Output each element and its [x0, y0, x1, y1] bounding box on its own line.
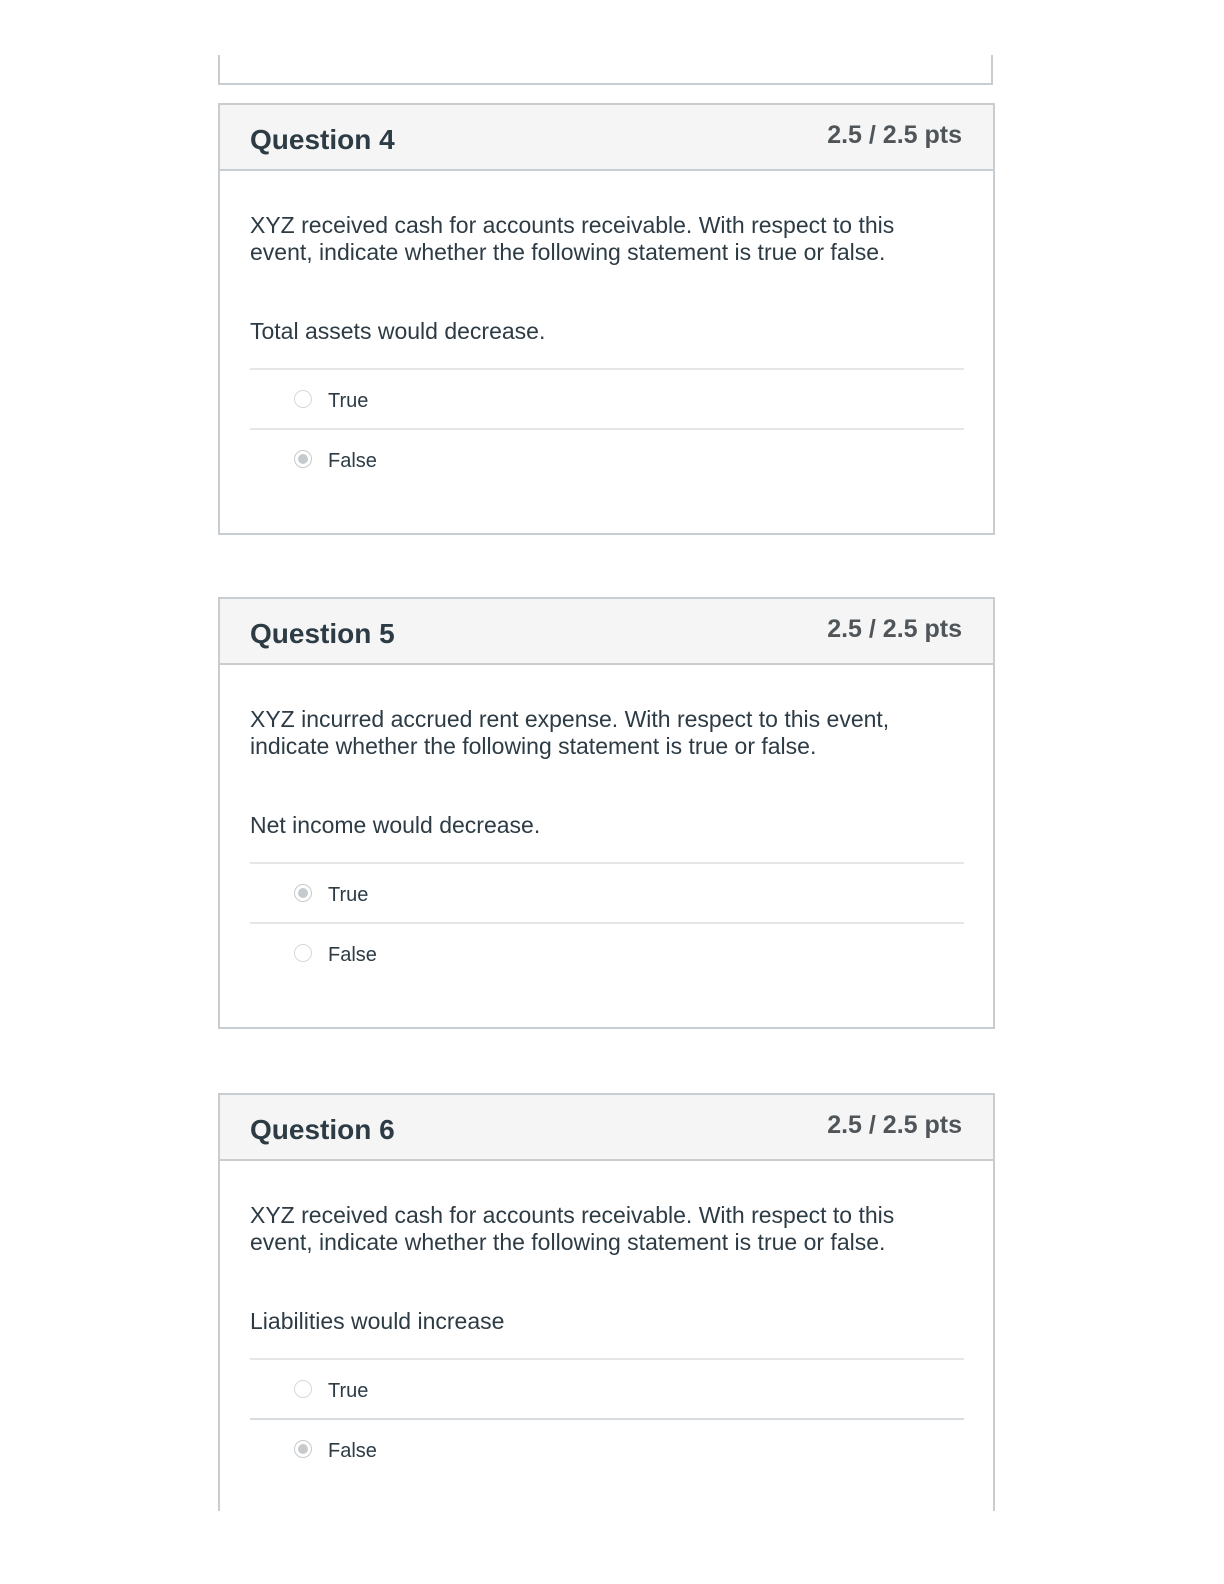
- radio-button-selected[interactable]: [294, 884, 312, 902]
- radio-button[interactable]: [294, 944, 312, 962]
- question-statement: Net income would decrease.: [250, 812, 541, 838]
- question-prompt: [250, 212, 964, 266]
- radio-button-selected[interactable]: [294, 1440, 312, 1458]
- answer-list: [250, 1358, 964, 1478]
- answer-option-false[interactable]: [250, 428, 964, 488]
- answer-label: True: [328, 884, 369, 906]
- question-points: 2.5 / 2.5 pts: [827, 121, 962, 149]
- prompt-line-2: indicate whether the following statement is true or false.: [250, 733, 817, 759]
- question-prompt: [250, 1202, 964, 1256]
- answer-label: False: [328, 1440, 377, 1462]
- answer-option-false[interactable]: [250, 1418, 964, 1478]
- question-points: 2.5 / 2.5 pts: [827, 615, 962, 643]
- answer-option-true[interactable]: [250, 862, 964, 922]
- radio-button[interactable]: [294, 390, 312, 408]
- prompt-line-1: XYZ received cash for accounts receivable. With respect to this: [250, 212, 895, 238]
- question-prompt: [250, 706, 964, 760]
- prompt-line-1: XYZ incurred accrued rent expense. With respect to this event,: [250, 706, 890, 732]
- answer-option-true[interactable]: [250, 1358, 964, 1418]
- question-header: [220, 105, 993, 171]
- answer-label: False: [328, 450, 377, 472]
- question-title: Question 5: [250, 618, 395, 649]
- question-5-card: [218, 597, 995, 1029]
- question-points: 2.5 / 2.5 pts: [827, 1111, 962, 1139]
- prompt-line-2: event, indicate whether the following statement is true or false.: [250, 239, 886, 265]
- question-statement: Total assets would decrease.: [250, 318, 546, 344]
- answer-label: False: [328, 944, 377, 966]
- question-header: [220, 1095, 993, 1161]
- prompt-line-2: event, indicate whether the following statement is true or false.: [250, 1229, 886, 1255]
- question-4-card: [218, 103, 995, 535]
- answer-label: True: [328, 390, 369, 412]
- question-6-card: [218, 1093, 995, 1511]
- prompt-line-1: XYZ received cash for accounts receivable. With respect to this: [250, 1202, 895, 1228]
- question-title: Question 4: [250, 124, 395, 155]
- answer-label: True: [328, 1380, 369, 1402]
- previous-question-bottom: [218, 55, 993, 85]
- radio-button[interactable]: [294, 1380, 312, 1398]
- answer-option-false[interactable]: [250, 922, 964, 982]
- answer-list: [250, 862, 964, 982]
- answer-option-true[interactable]: [250, 368, 964, 428]
- question-title: Question 6: [250, 1114, 395, 1145]
- answer-list: [250, 368, 964, 488]
- question-header: [220, 599, 993, 665]
- question-statement: Liabilities would increase: [250, 1308, 505, 1334]
- radio-button-selected[interactable]: [294, 450, 312, 468]
